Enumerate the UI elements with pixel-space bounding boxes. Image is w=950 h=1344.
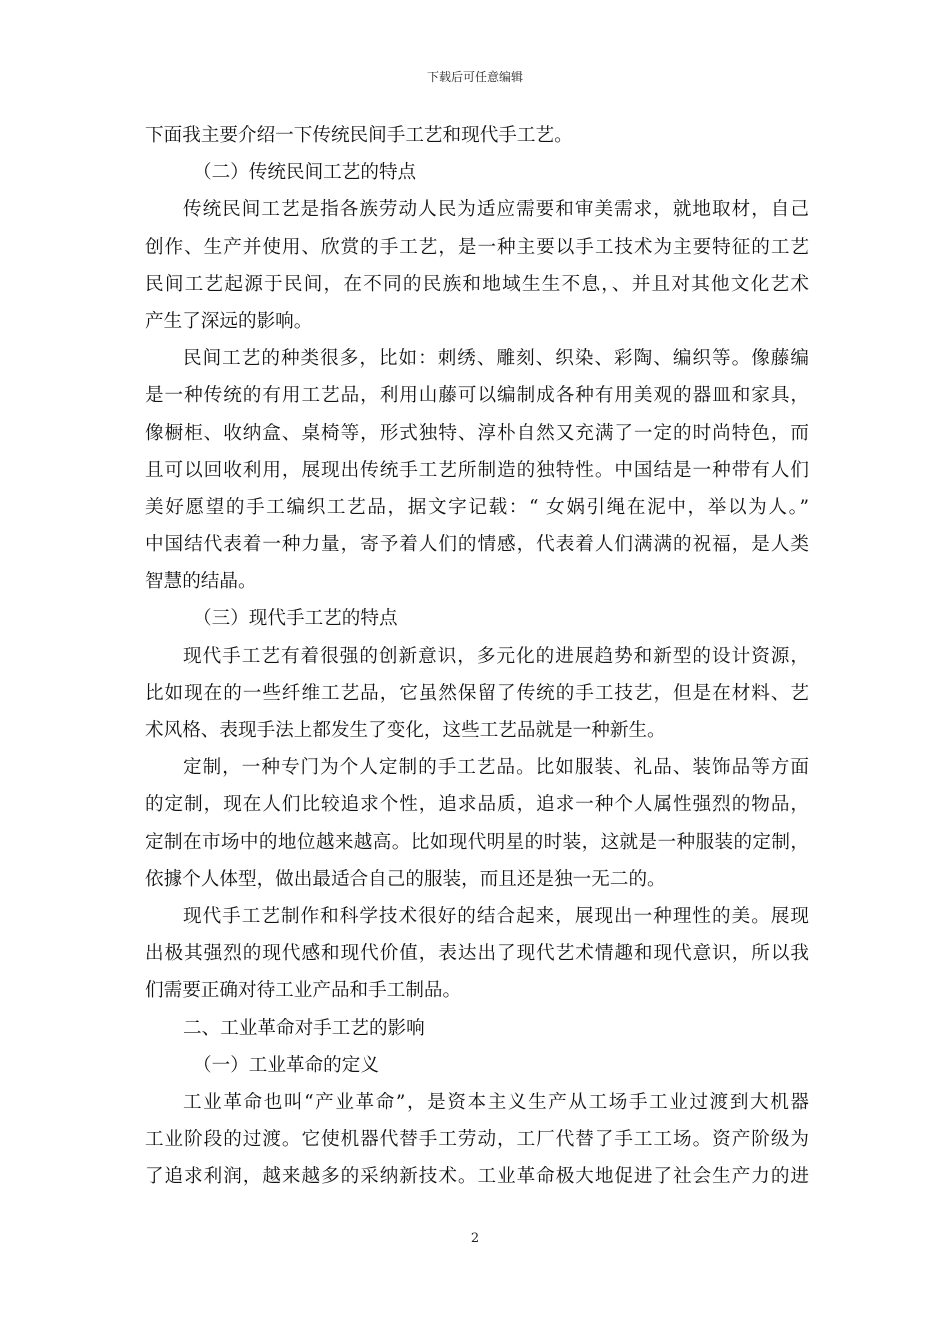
paragraph-line: 依據个人体型，做出最适合自己的服装，而且还是独一无二的。 bbox=[145, 868, 666, 890]
paragraph-line: 出极其强烈的现代感和现代价值，表达出了现代艺术情趣和现代意识，所以我 bbox=[145, 943, 809, 965]
paragraph-line: 民间工艺的种类很多，比如：刺绣、雕刻、织染、彩陶、编织等。像藤编 bbox=[183, 348, 809, 370]
paragraph-line: 下面我主要介绍一下传统民间手工艺和现代手工艺。 bbox=[145, 125, 573, 146]
paragraph-line: 定制在市场中的地位越来越高。比如现代明星的时装，这就是一种服装的定制， bbox=[145, 831, 809, 853]
paragraph-line: 中国结代表着一种力量，寄予着人们的情感，代表着人们满满的祝福，是人类 bbox=[145, 534, 809, 556]
paragraph-line: 像橱柜、收纳盒、桌椅等，形式独特、淳朴自然又充满了一定的时尚特色，而 bbox=[145, 422, 809, 444]
paragraph-line: 传统民间工艺是指各族劳动人民为适应需要和审美需求，就地取材，自己 bbox=[183, 199, 809, 221]
paragraph-line: 们需要正确对待工业产品和手工制品。 bbox=[145, 980, 462, 1002]
paragraph-line: 智慧的结晶。 bbox=[145, 571, 257, 593]
paragraph-line: 定制，一种专门为个人定制的手工艺品。比如服装、礼品、装饰品等方面 bbox=[183, 757, 809, 779]
section-heading: 二、工业革命对手工艺的影响 bbox=[183, 1017, 425, 1039]
paragraph-line: 创作、生产并使用、欣赏的手工艺，是一种主要以手工技术为主要特征的工艺 bbox=[145, 236, 809, 258]
paragraph-line: 工业阶段的过渡。它使机器代替手工劳动，工厂代替了手工工场。资产阶级为 bbox=[145, 1129, 809, 1151]
paragraph-line: 民间工艺起源于民间，在不同的民族和地域生生不息，、并且对其他文化艺术 bbox=[145, 273, 809, 295]
document-body bbox=[145, 117, 809, 1195]
page-header: 下载后可任意编辑 bbox=[426, 70, 523, 84]
page-number: 2 bbox=[470, 1231, 480, 1246]
paragraph-line: 产生了深远的影响。 bbox=[145, 310, 313, 332]
paragraph-line: 了追求利润，越来越多的采纳新技术。工业革命极大地促进了社会生产力的进 bbox=[145, 1166, 809, 1188]
paragraph-line: 美好愿望的手工编织工艺品，据文字记载：“ 女娲引绳在泥中，举以为人。” bbox=[145, 496, 809, 518]
paragraph-line: 现代手工艺有着很强的创新意识，多元化的进展趋势和新型的设计资源， bbox=[183, 645, 809, 667]
paragraph-line: 工业革命也叫“产业革命”，是资本主义生产从工场手工业过渡到大机器 bbox=[183, 1091, 809, 1113]
section-heading: （一）工业革命的定义 bbox=[193, 1054, 379, 1076]
paragraph-line: 的定制，现在人们比较追求个性，追求品质，追求一种个人属性强烈的物品， bbox=[145, 794, 809, 816]
paragraph-line: 术风格、表现手法上都发生了变化，这些工艺品就是一种新生。 bbox=[145, 720, 666, 741]
section-heading: （二）传统民间工艺的特点 bbox=[193, 162, 417, 184]
paragraph-line: 比如现在的一些纤维工艺品，它虽然保留了传统的手工技艺，但是在材料、艺 bbox=[145, 682, 809, 704]
paragraph-line: 是一种传统的有用工艺品，利用山藤可以编制成各种有用美观的器皿和家具， bbox=[145, 385, 809, 407]
paragraph-line: 且可以回收利用，展现出传统手工艺所制造的独特性。中国结是一种带有人们 bbox=[145, 459, 809, 481]
section-heading: （三）现代手工艺的特点 bbox=[193, 608, 398, 630]
paragraph-line: 现代手工艺制作和科学技术很好的结合起来，展现出一种理性的美。展现 bbox=[183, 905, 809, 927]
